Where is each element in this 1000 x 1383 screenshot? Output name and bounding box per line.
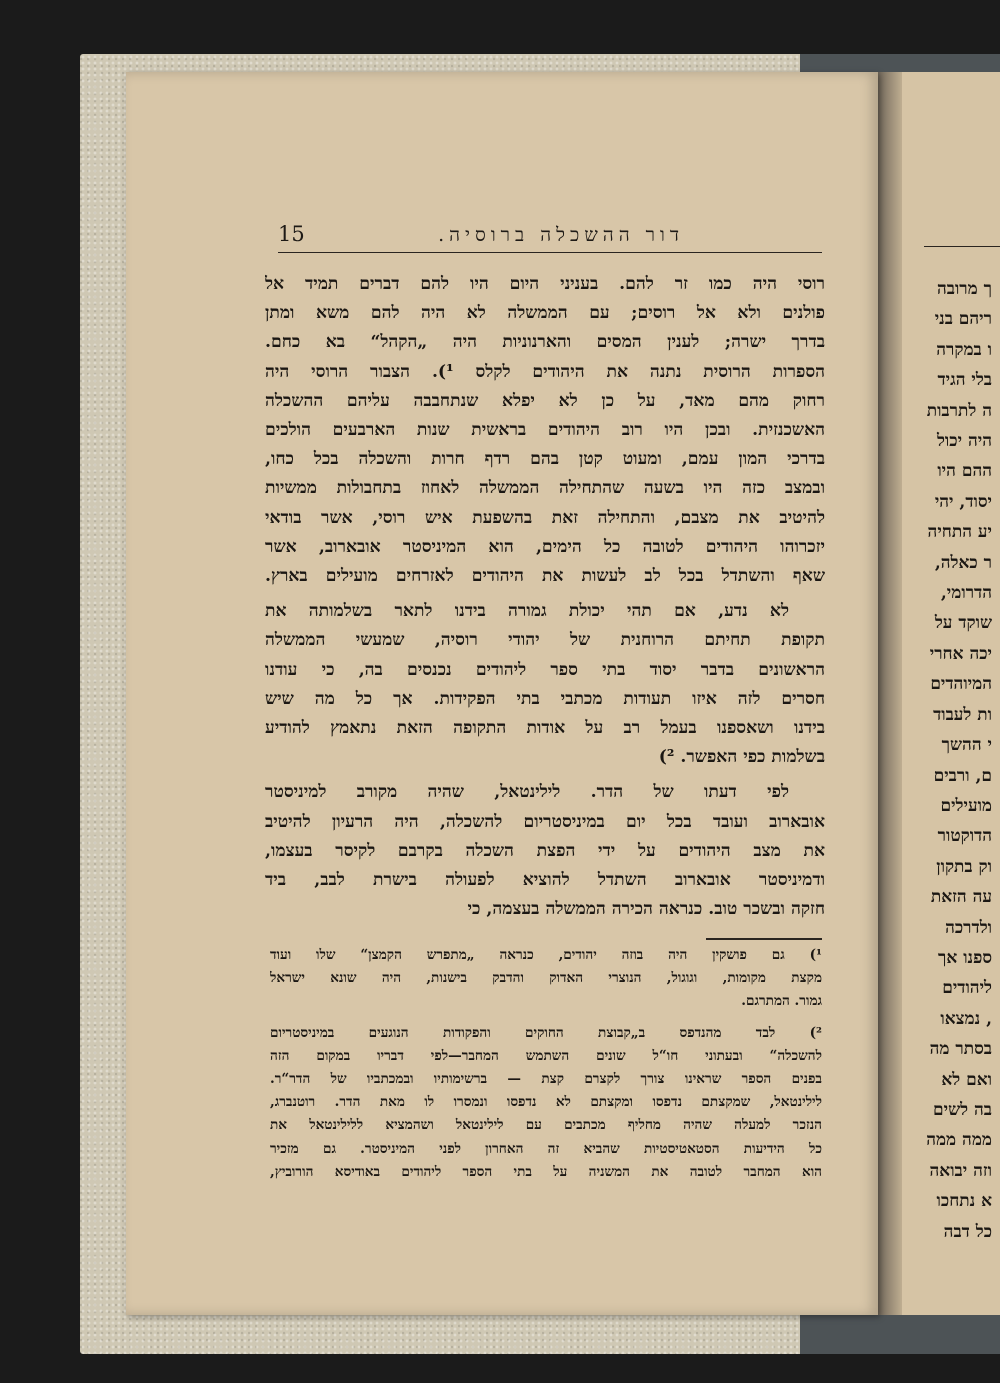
paragraph — [265, 778, 825, 924]
footnote-line: מקצת מקומות, וגוגול, הנוצרי האדוק והדבק בישנות, היה שונא ישראל — [270, 970, 822, 987]
footnote-line: ¹) גם פושקין היה בוזה יהודים, כנראה „מתפרש הקמצן“ שלו ועוד — [270, 947, 822, 963]
facing-page-fragment: וק בתקון — [936, 856, 992, 877]
footnote — [270, 1022, 822, 1184]
text-line: חזקה ובשכר טוב. כנראה הכירה הממשלה בעצמה, כי — [467, 899, 825, 920]
facing-page-fragment: יסוד, יהי — [934, 491, 992, 512]
text-line: רוסי היה כמו זר להם. בעניני היום היו להם דברים תמיד אל — [265, 274, 825, 294]
facing-page-fragment: יכה אחרי — [929, 643, 992, 664]
footnote-line: הנזכר למעלה שהיה מחליף מכתבים עם לילינטאל ושהמציא ללילינטאל את — [270, 1117, 822, 1134]
facing-page-fragment: בלי הגיד — [937, 370, 992, 391]
footnote-line: גמור. המתרגם. — [741, 993, 822, 1010]
facing-page-fragment: כל דבה — [943, 1221, 992, 1242]
text-line: ודמיניסטר אובארוב השתדל להוציא לפעולה בישרת לבב, ביד — [265, 870, 825, 891]
text-line: להיטיב את מצבם, והתחילה זאת בהשפעת איש רוסי, אשר בודאי — [265, 507, 825, 528]
facing-page-fragment: ר כאלה, — [934, 552, 992, 573]
paragraph — [265, 270, 825, 591]
page-gutter — [876, 72, 902, 1315]
facing-page-fragment: בה לשים — [933, 1099, 992, 1120]
facing-page-fragment: ליהודים — [942, 978, 992, 999]
facing-page-fragment: ה לתרבות — [926, 400, 992, 421]
facing-page-fragment: , נמצאו — [940, 1008, 992, 1029]
facing-page-fragment: י ההשך — [941, 735, 992, 756]
footnote-line: להשכלה“ ובעתוני חו“ל שונים השתמש המחבר—לפי דבריו במקום הזה — [270, 1047, 822, 1064]
facing-page-fragment: א נתחכו — [936, 1191, 992, 1212]
text-line: תקופת תחיתם הרוחנית של יהודי רוסיה, שמעשי הממשלה — [265, 630, 825, 651]
footnote — [270, 944, 822, 1014]
facing-page-fragment: היה יכול — [936, 431, 992, 452]
footnote-line: לילינטאל, שמקצתם נדפסו ומקצתם לא נדפסו ונמסרו לו מאת הדר. רוטנברג, — [270, 1094, 822, 1111]
text-line: הספרות הרוסית נתנה את היהודים לקלס ¹). הצבור הרוסי היה — [265, 361, 825, 382]
text-line: בדרך ישרה; לענין המסים והארנוניות היה „הקהל“ בא כחם. — [265, 332, 825, 353]
text-line: לא נדע, אם תהי יכולת גמורה בידנו לתאר בשלמותה את — [265, 601, 789, 622]
text-line: יזכרוהו היהודים לטובה כל הימים, הוא המיניסטר אובארוב, אשר — [265, 536, 825, 557]
facing-page-fragment: המיוהדים — [930, 674, 992, 695]
text-line: ובמצב כזה היו בשעה שהתחילה הממשלה לאחוז בתחבולות ממשיות — [265, 478, 825, 499]
footnote-line: הוא המחבר לטובה את המשניה על בתי הספר ליהודים באודיסא הורוביץ, — [270, 1163, 822, 1180]
text-line: האשכנזית. ובכן היו רוב היהודים בראשית שנות הארבעים הולכים — [265, 420, 825, 441]
facing-page-fragment: בסתר מה — [929, 1039, 992, 1060]
footnote-rule — [706, 938, 822, 940]
facing-page-text — [922, 274, 992, 1247]
facing-page-fragment: ות לעבוד — [933, 704, 992, 725]
facing-page-header-rule — [924, 246, 1000, 247]
text-line: בידנו ושאספנו בעמל רב על אודות התקופה הזאת נתאמץ להודיע — [265, 718, 825, 739]
footnote-line: ²) לבד מהנדפס ב„קבוצת החוקים והפקודות הנוגעים במיניסטריום — [270, 1024, 822, 1041]
paragraph — [265, 597, 825, 772]
facing-page-fragment: וזה יבואה — [929, 1160, 992, 1181]
facing-page-fragment: הדרומי, — [940, 583, 992, 604]
page-number: 15 — [278, 222, 305, 246]
facing-page-fragment: ם, ורבים — [933, 765, 992, 786]
facing-page-fragment: ו במקרה — [936, 339, 992, 360]
footnote-line: בפנים הספר שראינו צורך לקצרם קצת — ברשימותיו ובמכתביו של הדר“ר. — [270, 1071, 822, 1088]
text-line: אובארוב ועובד בכל יום במיניסטריום להשכלה, היה הרעיון להיטיב — [265, 811, 825, 832]
text-line: לפי דעתו של הדר. לילינטאל, שהיה מקורב למיניסטר — [265, 782, 789, 803]
text-line: חסרים לזה איזו תעודות מכתבי בתי הפקידות. אך כל מה שיש — [265, 688, 825, 709]
text-line: רחוק מהם מאד, על כן לא יפלא שנתחבבה עליהם ההשכלה — [265, 390, 825, 411]
facing-page-fragment: ריהם בני — [934, 309, 992, 330]
text-line: הראשונים בדבר יסוד בתי ספר ליהודים נכנסים בה, כי עודנו — [265, 659, 825, 680]
page-header — [278, 222, 822, 253]
text-line: בדרכי המון עמם, ומעוט קטן בהם רדף חרות והשכלה בכל כחו, — [265, 449, 825, 470]
running-title: דור ההשכלה ברוסיה. — [438, 224, 684, 246]
footnotes — [270, 944, 822, 1184]
facing-page-fragment: הדוקטור — [937, 826, 992, 847]
facing-page-fragment: שוקד על — [934, 613, 992, 634]
facing-page-fragment: ולדרכה — [945, 917, 992, 938]
footnote-line: כל הידיעות הסטאטיסטיות שהביא זה האחרון לפני המיניסטר. גם מזכיר — [270, 1140, 822, 1157]
facing-page-fragment: מועילים — [940, 795, 992, 816]
text-line: פולנים ולא אל רוסים; עם הממשלה לא היה להם משא ומתן — [265, 303, 825, 324]
facing-page-fragment: ך מרובה — [936, 279, 992, 299]
facing-page-fragment: ואם לא — [941, 1069, 992, 1090]
text-line: את מצב היהודים על ידי הפצת השכלה בקרבם לקיסר בעצמו, — [265, 840, 825, 861]
text-line: בשלמות כפי האפשר. ²) — [658, 747, 825, 768]
body-text — [265, 270, 825, 924]
facing-page-fragment: ספנו אך — [938, 947, 992, 968]
facing-page-fragment: ממה ממה — [926, 1130, 992, 1151]
facing-page-fragment: יע התחיה — [927, 522, 992, 543]
text-line: שאף והשתדל בכל לב לעשות את היהודים לאזרחים מועילים בארץ. — [265, 566, 825, 587]
facing-page-fragment: ההם היו — [937, 461, 992, 482]
facing-page-fragment: עה הזאת — [930, 887, 992, 908]
